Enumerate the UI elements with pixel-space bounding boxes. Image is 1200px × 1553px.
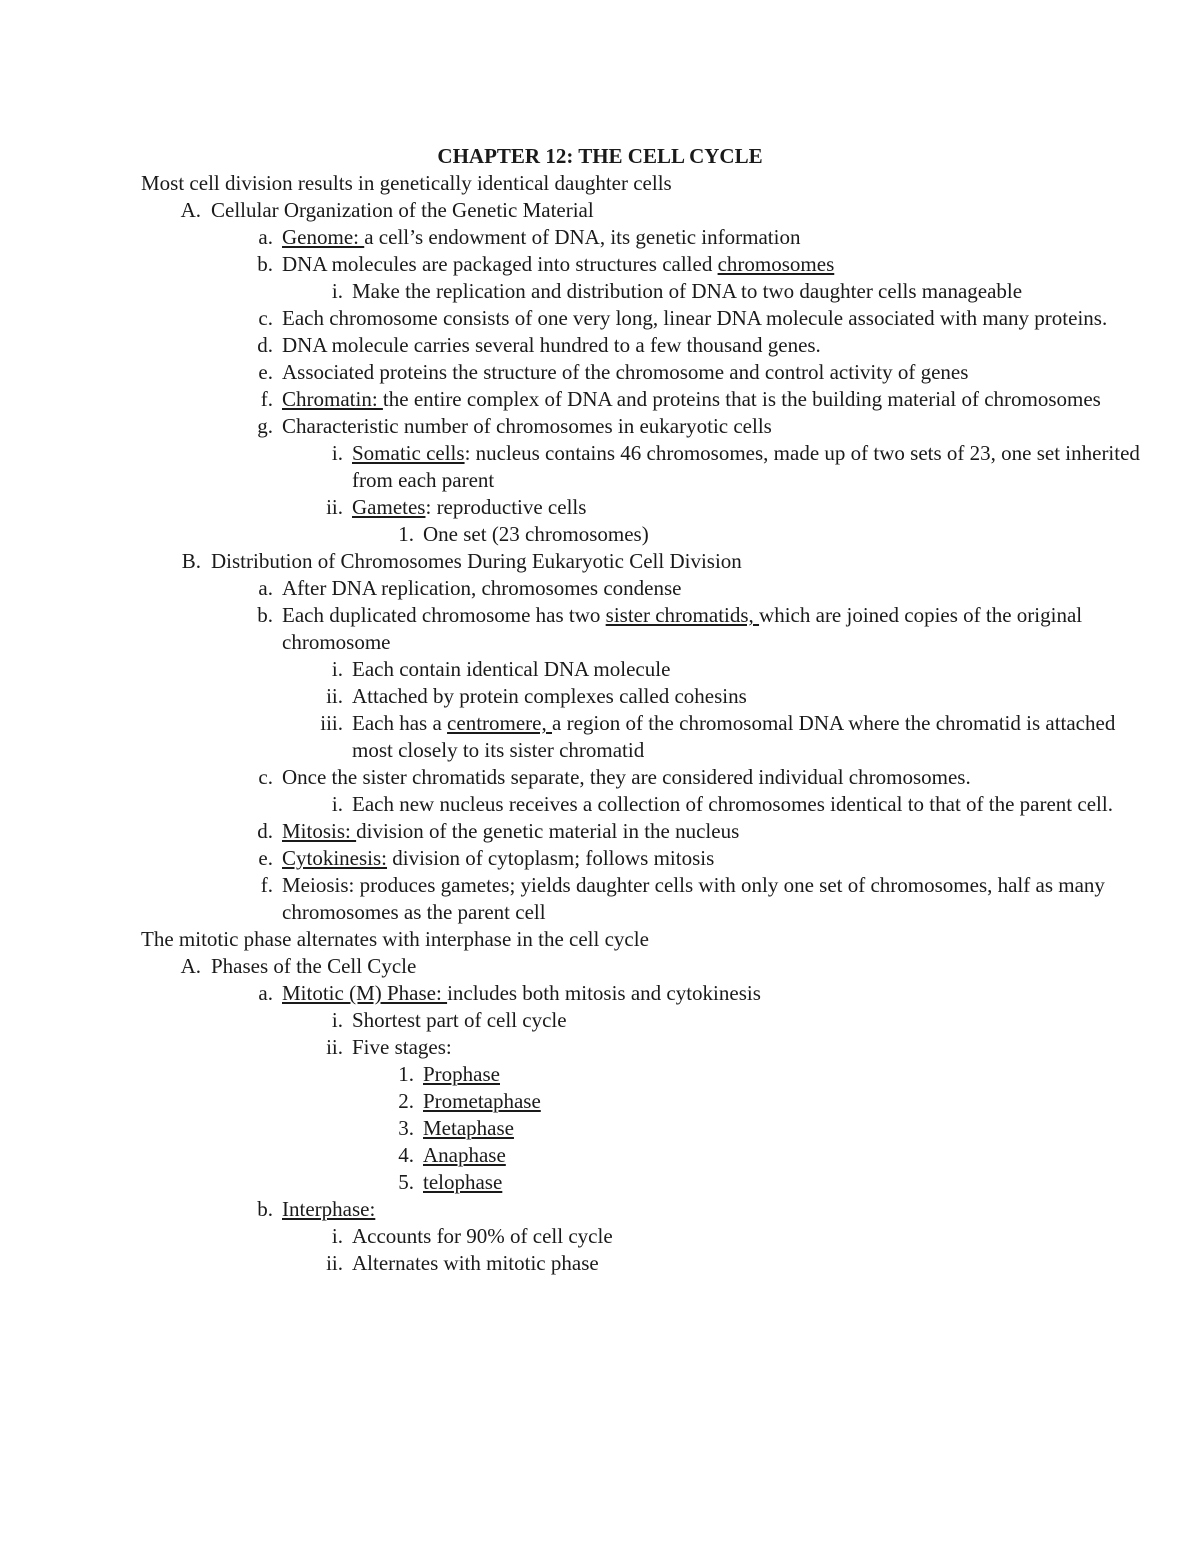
- outline-item-level-0: [141, 926, 1161, 953]
- outline-item-level-2: [141, 305, 1161, 332]
- outline-item-level-3: [141, 440, 1161, 494]
- list-item-text: [352, 710, 1161, 764]
- underlined-term: Mitotic (M) Phase:: [282, 981, 448, 1005]
- text-run: Each contain identical DNA molecule: [352, 657, 671, 681]
- outline-item-level-4: [141, 1142, 1161, 1169]
- outline-item-level-2: [141, 386, 1161, 413]
- list-marker: A.: [180, 954, 201, 978]
- text-run: DNA molecule carries several hundred to a few thousand genes.: [282, 333, 821, 357]
- list-marker: e.: [258, 360, 273, 384]
- list-item-text: [282, 872, 1161, 926]
- text-run: the entire complex of DNA and proteins that is the building material of chromosomes: [382, 387, 1101, 411]
- text-run: Each duplicated chromosome has two: [282, 603, 606, 627]
- list-item-text: [282, 818, 1161, 845]
- list-item-text: [352, 440, 1161, 494]
- outline-item-level-1: [141, 548, 1161, 575]
- list-marker: i.: [331, 441, 343, 465]
- outline-item-level-4: [141, 1169, 1161, 1196]
- text-run: Accounts for 90% of cell cycle: [352, 1224, 613, 1248]
- list-item-text: [423, 1088, 1161, 1115]
- list-item-text: [282, 224, 1161, 251]
- outline-item-level-3: [141, 1250, 1161, 1277]
- list-marker: 3.: [398, 1116, 414, 1140]
- text-run: Distribution of Chromosomes During Eukaryotic Cell Division: [211, 549, 742, 573]
- list-item-text: [423, 1169, 1161, 1196]
- outline-item-level-3: [141, 656, 1161, 683]
- list-item-text: [282, 764, 1161, 791]
- underlined-term: Chromatin:: [282, 387, 383, 411]
- outline-item-level-3: [141, 278, 1161, 305]
- list-item-text: [352, 1250, 1161, 1277]
- text-run: After DNA replication, chromosomes condense: [282, 576, 682, 600]
- list-marker: ii.: [326, 495, 343, 519]
- text-run: which are joined copies of the original chromosome: [282, 603, 1083, 654]
- outline-item-level-2: [141, 575, 1161, 602]
- list-marker: i.: [331, 1008, 343, 1032]
- text-run: : reproductive cells: [425, 495, 587, 519]
- list-marker: i.: [331, 657, 343, 681]
- underlined-term: chromosomes: [717, 252, 835, 276]
- underlined-term: telophase: [423, 1170, 503, 1194]
- list-marker: f.: [260, 387, 273, 411]
- outline-item-level-2: [141, 818, 1161, 845]
- list-marker: ii.: [326, 1251, 343, 1275]
- outline-item-level-3: [141, 1034, 1161, 1061]
- list-marker: iii.: [320, 711, 343, 735]
- list-marker: c.: [258, 306, 273, 330]
- list-marker: 1.: [398, 1062, 414, 1086]
- outline-item-level-2: [141, 845, 1161, 872]
- text-run: Associated proteins the structure of the chromosome and control activity of genes: [282, 360, 969, 384]
- underlined-term: Prometaphase: [423, 1089, 541, 1113]
- outline-item-level-3: [141, 710, 1161, 764]
- outline-item-level-3: [141, 791, 1161, 818]
- list-item-text: [352, 1034, 1161, 1061]
- outline-item-level-2: [141, 359, 1161, 386]
- list-marker: g.: [257, 414, 273, 438]
- outline-item-level-4: [141, 1061, 1161, 1088]
- text-run: Shortest part of cell cycle: [352, 1008, 567, 1032]
- page-title: CHAPTER 12: THE CELL CYCLE: [437, 144, 763, 168]
- text-run: One set (23 chromosomes): [423, 522, 649, 546]
- list-item-text: [282, 575, 1161, 602]
- list-item-text: [352, 494, 1161, 521]
- underlined-term: sister chromatids,: [605, 603, 760, 627]
- underlined-term: Metaphase: [423, 1116, 514, 1140]
- list-marker: i.: [331, 279, 343, 303]
- list-item-text: [282, 305, 1161, 332]
- list-item-text: [423, 1142, 1161, 1169]
- underlined-term: Genome:: [282, 225, 365, 249]
- list-item-text: [352, 791, 1161, 818]
- list-marker: 5.: [398, 1170, 414, 1194]
- list-item-text: [282, 980, 1161, 1007]
- list-item-text: [141, 170, 1161, 197]
- notes-outline: [141, 170, 1161, 1277]
- list-item-text: [282, 602, 1161, 656]
- list-marker: b.: [257, 603, 273, 627]
- list-marker: 1.: [398, 522, 414, 546]
- underlined-term: Interphase:: [282, 1197, 376, 1221]
- outline-item-level-3: [141, 683, 1161, 710]
- list-marker: B.: [181, 549, 201, 573]
- outline-item-level-2: [141, 602, 1161, 656]
- list-marker: f.: [260, 873, 273, 897]
- underlined-term: Cytokinesis:: [282, 846, 388, 870]
- outline-item-level-2: [141, 413, 1161, 440]
- list-item-text: [282, 332, 1161, 359]
- text-run: Each new nucleus receives a collection of chromosomes identical to that of the parent cell.: [352, 792, 1113, 816]
- list-marker: d.: [257, 333, 273, 357]
- underlined-term: Gametes: [352, 495, 426, 519]
- list-marker: d.: [257, 819, 273, 843]
- list-marker: b.: [257, 1197, 273, 1221]
- list-item-text: [282, 413, 1161, 440]
- text-run: Once the sister chromatids separate, they are considered individual chromosomes.: [282, 765, 971, 789]
- list-item-text: [211, 953, 1161, 980]
- outline-item-level-4: [141, 1088, 1161, 1115]
- list-marker: 2.: [398, 1089, 414, 1113]
- list-marker: i.: [331, 792, 343, 816]
- list-item-text: [352, 683, 1161, 710]
- list-item-text: [211, 548, 1161, 575]
- text-run: Characteristic number of chromosomes in eukaryotic cells: [282, 414, 772, 438]
- text-run: The mitotic phase alternates with interphase in the cell cycle: [141, 927, 649, 951]
- outline-item-level-4: [141, 521, 1161, 548]
- list-item-text: [282, 359, 1161, 386]
- list-item-text: [282, 251, 1161, 278]
- list-marker: a.: [258, 981, 273, 1005]
- list-item-text: [211, 197, 1161, 224]
- underlined-term: Mitosis:: [282, 819, 357, 843]
- text-run: Alternates with mitotic phase: [352, 1251, 599, 1275]
- list-item-text: [352, 1223, 1161, 1250]
- underlined-term: Somatic cells: [352, 441, 465, 465]
- outline-item-level-4: [141, 1115, 1161, 1142]
- text-run: division of the genetic material in the nucleus: [356, 819, 740, 843]
- list-marker: c.: [258, 765, 273, 789]
- outline-item-level-3: [141, 1223, 1161, 1250]
- outline-item-level-2: [141, 764, 1161, 791]
- outline-item-level-1: [141, 953, 1161, 980]
- list-item-text: [352, 278, 1161, 305]
- list-marker: i.: [331, 1224, 343, 1248]
- text-run: includes both mitosis and cytokinesis: [447, 981, 761, 1005]
- outline-item-level-2: [141, 872, 1161, 926]
- list-item-text: [141, 926, 1161, 953]
- list-marker: a.: [258, 225, 273, 249]
- text-run: Cellular Organization of the Genetic Material: [211, 198, 594, 222]
- text-run: : nucleus contains 46 chromosomes, made up of two sets of 23, one set inherited from each parent: [352, 441, 1140, 492]
- list-marker: b.: [257, 252, 273, 276]
- list-marker: 4.: [398, 1143, 414, 1167]
- underlined-term: Anaphase: [423, 1143, 506, 1167]
- text-run: a cell’s endowment of DNA, its genetic information: [364, 225, 801, 249]
- list-item-text: [352, 1007, 1161, 1034]
- text-run: Each chromosome consists of one very long, linear DNA molecule associated with many proteins.: [282, 306, 1108, 330]
- outline-item-level-3: [141, 1007, 1161, 1034]
- list-item-text: [423, 1061, 1161, 1088]
- list-item-text: [352, 656, 1161, 683]
- text-run: Five stages:: [352, 1035, 452, 1059]
- underlined-term: Prophase: [423, 1062, 500, 1086]
- text-run: Each has a: [352, 711, 448, 735]
- outline-item-level-3: [141, 494, 1161, 521]
- list-marker: A.: [180, 198, 201, 222]
- outline-item-level-2: [141, 251, 1161, 278]
- list-item-text: [282, 1196, 1161, 1223]
- list-marker: ii.: [326, 1035, 343, 1059]
- outline-item-level-2: [141, 224, 1161, 251]
- text-run: Make the replication and distribution of DNA to two daughter cells manageable: [352, 279, 1023, 303]
- list-marker: ii.: [326, 684, 343, 708]
- text-run: DNA molecules are packaged into structures called: [282, 252, 718, 276]
- list-item-text: [423, 1115, 1161, 1142]
- text-run: Meiosis: produces gametes; yields daughter cells with only one set of chromosomes, half as many chromosomes as the parent cell: [282, 873, 1105, 924]
- list-marker: a.: [258, 576, 273, 600]
- text-run: Attached by protein complexes called cohesins: [352, 684, 747, 708]
- outline-item-level-2: [141, 980, 1161, 1007]
- outline-item-level-2: [141, 1196, 1161, 1223]
- outline-item-level-0: [141, 170, 1161, 197]
- text-run: a region of the chromosomal DNA where the chromatid is attached most closely to its sister chromatid: [352, 711, 1116, 762]
- text-run: Most cell division results in genetically identical daughter cells: [141, 171, 672, 195]
- outline-item-level-1: [141, 197, 1161, 224]
- list-item-text: [282, 845, 1161, 872]
- list-item-text: [282, 386, 1161, 413]
- text-run: Phases of the Cell Cycle: [211, 954, 417, 978]
- text-run: division of cytoplasm; follows mitosis: [387, 846, 715, 870]
- list-item-text: [423, 521, 1161, 548]
- outline-item-level-2: [141, 332, 1161, 359]
- list-marker: e.: [258, 846, 273, 870]
- underlined-term: centromere,: [447, 711, 552, 735]
